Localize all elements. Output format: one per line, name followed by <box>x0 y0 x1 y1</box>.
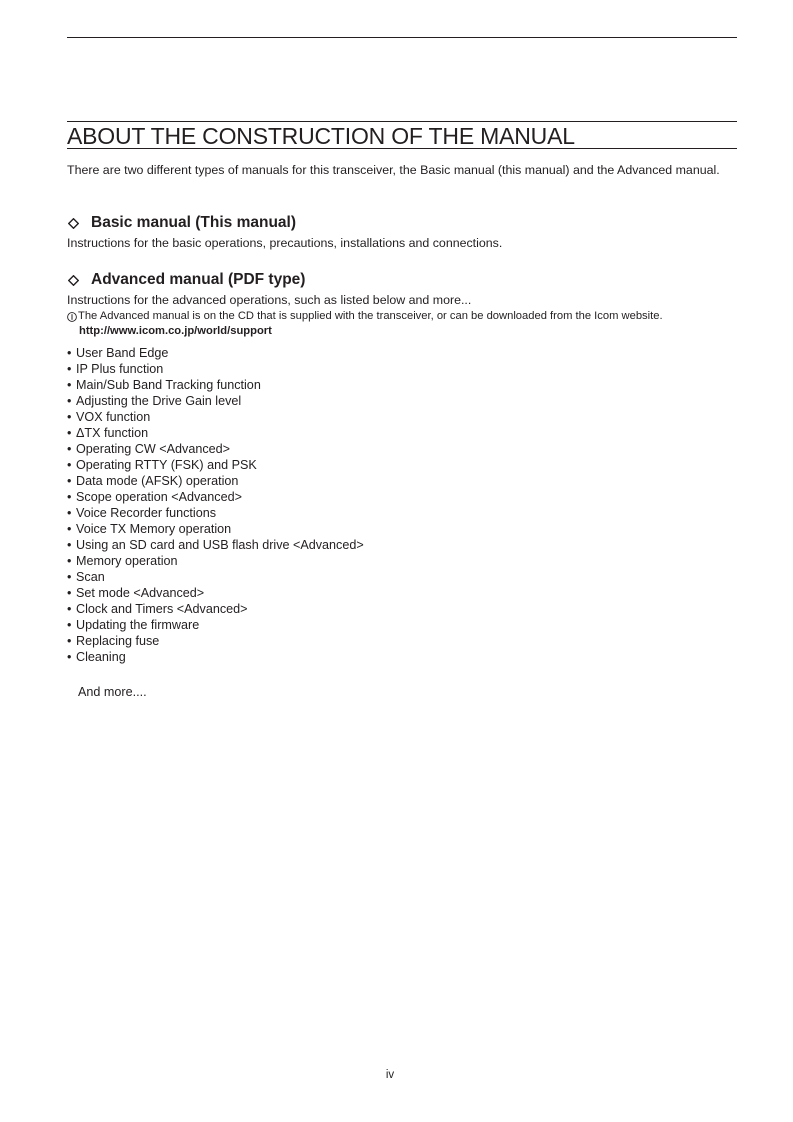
advanced-manual-heading <box>67 271 305 289</box>
basic-manual-heading <box>67 214 296 232</box>
list-item: • Main/Sub Band Tracking function <box>67 377 364 393</box>
list-item: • IP Plus function <box>67 361 364 377</box>
list-item: • Voice TX Memory operation <box>67 521 364 537</box>
list-item: • ΔTX function <box>67 425 364 441</box>
list-item: • VOX function <box>67 409 364 425</box>
list-item: • Updating the firmware <box>67 617 364 633</box>
advanced-manual-heading-text: Advanced manual (PDF type) <box>91 271 306 288</box>
list-item: • Replacing fuse <box>67 633 364 649</box>
info-circle-icon <box>67 312 77 322</box>
page-title: ABOUT THE CONSTRUCTION OF THE MANUAL <box>67 123 575 149</box>
list-item: • Memory operation <box>67 553 364 569</box>
download-note-text: The Advanced manual is on the CD that is supplied with the transceiver, or can be downloaded from the Icom website. <box>78 310 663 322</box>
basic-manual-description: Instructions for the basic operations, precautions, installations and connections. <box>67 236 503 250</box>
list-item: • Data mode (AFSK) operation <box>67 473 364 489</box>
section-title-box <box>67 121 737 149</box>
basic-manual-heading-text: Basic manual (This manual) <box>91 214 296 231</box>
diamond-outline-icon <box>68 275 79 286</box>
diamond-outline-icon <box>68 218 79 229</box>
page-number: iv <box>385 1069 395 1081</box>
intro-paragraph: There are two different types of manuals for this transceiver, the Basic manual (this manual) and the Advanced manual. <box>67 163 720 177</box>
list-item: • Clock and Timers <Advanced> <box>67 601 364 617</box>
list-item: • Cleaning <box>67 649 364 665</box>
download-note <box>67 309 663 324</box>
list-item: • Operating CW <Advanced> <box>67 441 364 457</box>
list-item: • Scan <box>67 569 364 585</box>
list-item: • User Band Edge <box>67 345 364 361</box>
list-item: • Set mode <Advanced> <box>67 585 364 601</box>
list-item: • Adjusting the Drive Gain level <box>67 393 364 409</box>
list-item: • Scope operation <Advanced> <box>67 489 364 505</box>
advanced-feature-list <box>67 345 364 665</box>
header-rule <box>67 37 737 38</box>
support-url[interactable]: http://www.icom.co.jp/world/support <box>79 325 272 337</box>
list-item: • Voice Recorder functions <box>67 505 364 521</box>
list-item: • Using an SD card and USB flash drive <Advanced> <box>67 537 364 553</box>
list-item: • Operating RTTY (FSK) and PSK <box>67 457 364 473</box>
advanced-manual-description: Instructions for the advanced operations, such as listed below and more... <box>67 293 472 307</box>
and-more-text: And more.... <box>78 685 147 699</box>
